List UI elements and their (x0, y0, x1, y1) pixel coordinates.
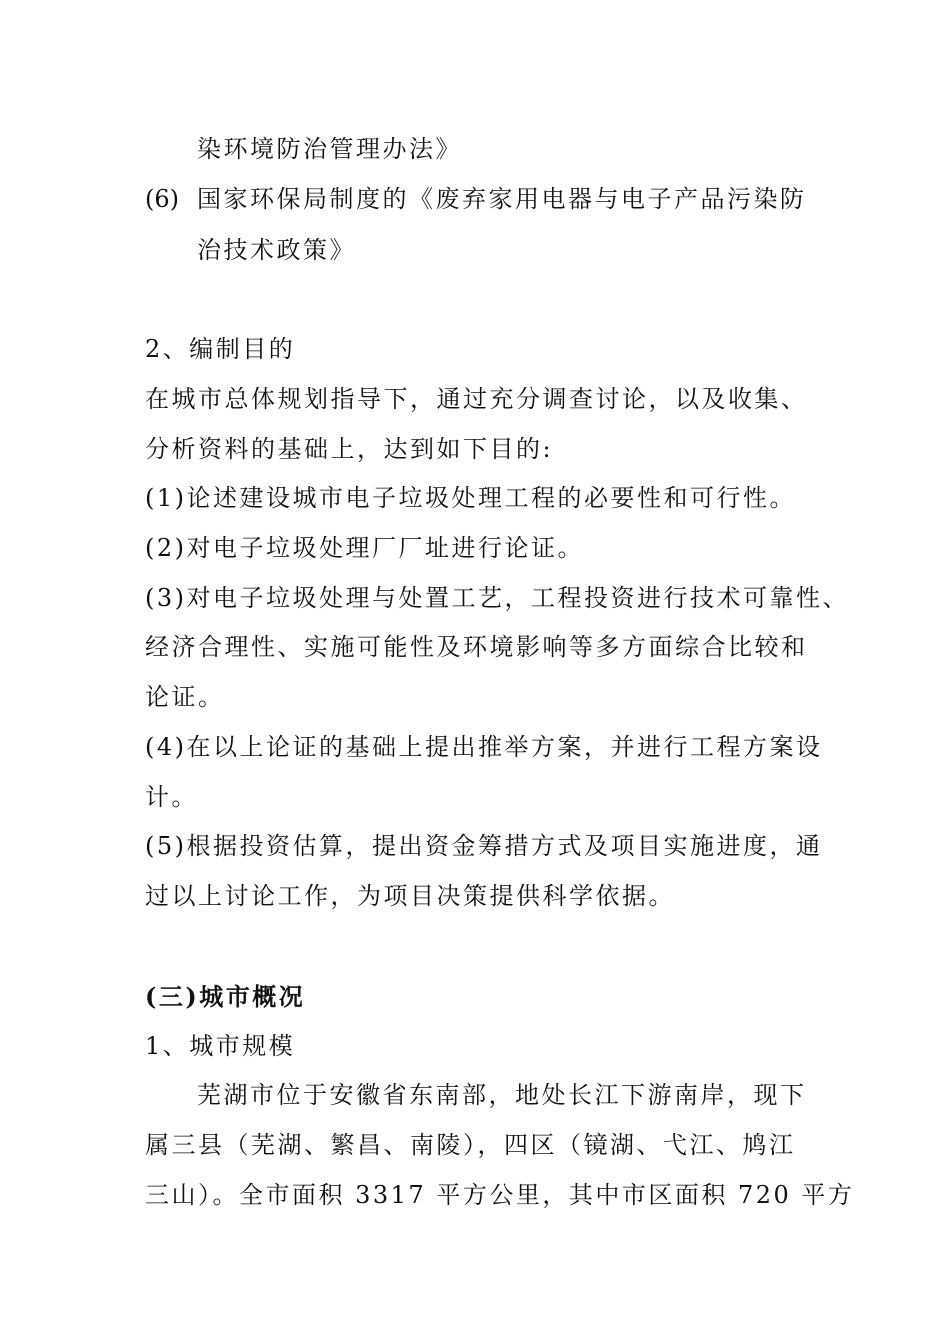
paragraph-line: 分析资料的基础上，达到如下目的: (145, 435, 554, 463)
purpose-item-3-continuation: 论证。 (145, 683, 225, 711)
section-heading-city-overview: (三)城市概况 (145, 982, 306, 1011)
purpose-item-3: (3)对电子垃圾处理与处置工艺，工程投资进行技术可靠性、 (145, 584, 849, 612)
purpose-item-4: (4)在以上论证的基础上提出推举方案，并进行工程方案设 (145, 733, 823, 761)
purpose-item-4-continuation: 计。 (145, 783, 198, 811)
list-item-6 (145, 182, 807, 216)
list-item-6-continuation: 治技术政策》 (197, 236, 356, 264)
purpose-item-1: (1)论述建设城市电子垃圾处理工程的必要性和可行性。 (145, 484, 796, 512)
purpose-item-5: (5)根据投资估算，提出资金筹措方式及项目实施进度，通 (145, 832, 823, 860)
paragraph-line: 属三县（芜湖、繁昌、南陵），四区（镜湖、弋江、鸠江 (145, 1131, 796, 1159)
list-item-text: 国家环保局制度的《废弃家用电器与电子产品污染防 (197, 185, 807, 213)
paragraph-line: 三山）。全市面积 3317 平方公里，其中市区面积 720 平方 (145, 1181, 855, 1209)
paragraph-line: 在城市总体规划指导下，通过充分调查讨论，以及收集、 (145, 385, 808, 413)
list-item-number: (6) (145, 185, 179, 213)
subsection-heading-city-scale: 1、城市规模 (145, 1032, 296, 1060)
paragraph-line: 芜湖市位于安徽省东南部，地处长江下游南岸，现下 (197, 1081, 807, 1109)
purpose-item-5-continuation: 过以上讨论工作，为项目决策提供科学依据。 (145, 882, 675, 910)
purpose-item-2: (2)对电子垃圾处理厂厂址进行论证。 (145, 534, 584, 562)
list-item-5-continuation: 染环境防治管理办法》 (197, 135, 462, 163)
purpose-item-3-continuation: 经济合理性、实施可能性及环境影响等多方面综合比较和 (145, 633, 808, 661)
section-heading-purpose: 2、编制目的 (145, 335, 296, 363)
